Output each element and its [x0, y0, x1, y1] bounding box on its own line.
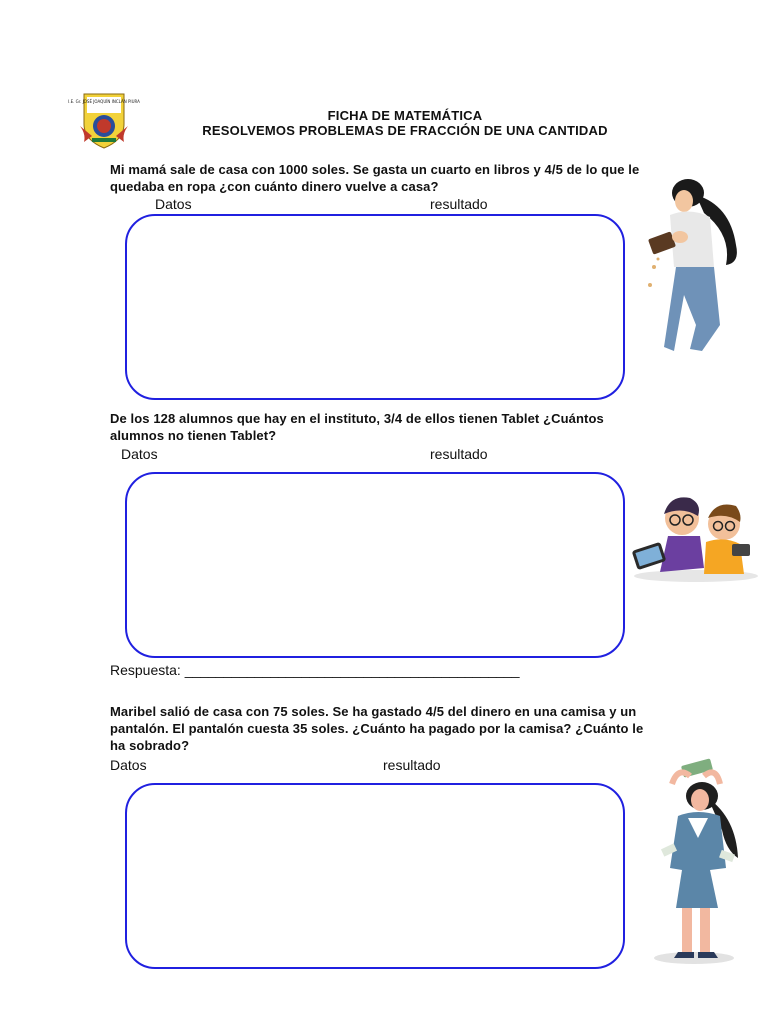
problem-3-answer-box[interactable] [125, 783, 625, 969]
problem-1-question: Mi mamá sale de casa con 1000 soles. Se gasta un cuarto en libros y 4/5 de lo que le quedaba en ropa ¿con cuánto dinero vuelve a casa? [110, 162, 640, 194]
title-line-2: RESOLVEMOS PROBLEMAS DE FRACCIÓN DE UNA CANTIDAD [202, 123, 608, 138]
problem-2-question: De los 128 alumnos que hay en el instituto, 3/4 de ellos tienen Tablet ¿Cuántos alumnos no tienen Tablet? [110, 411, 604, 443]
stressed-woman-illustration [648, 758, 748, 970]
problem-1-answer-box[interactable] [125, 214, 625, 400]
problem-3-resultado-label: resultado [383, 757, 441, 773]
woman-with-wallet-illustration [640, 175, 750, 355]
problem-1-datos-label: Datos [155, 196, 192, 212]
school-logo [68, 90, 140, 152]
children-with-tablets-illustration [630, 488, 760, 584]
problem-2-answer-box[interactable] [125, 472, 625, 658]
page-title [180, 108, 630, 138]
problem-3-question: Maribel salió de casa con 75 soles. Se ha gastado 4/5 del dinero en una camisa y un pantalón. El pantalón cuesta 35 soles. ¿Cuánto ha pagado por la camisa? ¿Cuánto le ha sobrado? [110, 704, 644, 753]
problem-1-resultado-label: resultado [430, 196, 488, 212]
title-line-1: FICHA DE MATEMÁTICA [327, 108, 483, 123]
problem-2-resultado-label: resultado [430, 446, 488, 462]
problem-3-datos-label: Datos [110, 757, 147, 773]
problem-2-respuesta-line[interactable]: Respuesta: ___________________________________________ [110, 662, 520, 678]
problem-2-datos-label: Datos [121, 446, 158, 462]
logo-text: I.E. Gr. JOSÉ JOAQUÍN INCLÁN PIURA [68, 99, 140, 104]
